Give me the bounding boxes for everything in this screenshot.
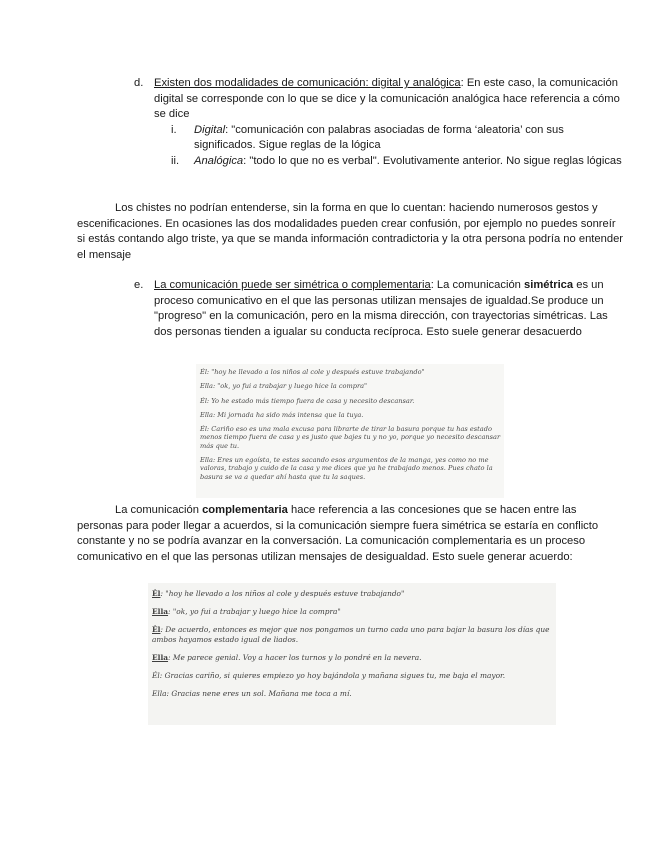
list-marker: d.: [134, 77, 144, 89]
dialogue-line: Ella: Eres un egoísta, te estas sacando esos argumentos de la manga, yes como no me valoras, trabajo y cuido de la casa y me dices que ya he trabajado menos. Pues chato la basura se va a quedar ahí hasta que tu la saques.: [200, 456, 493, 481]
subitem-term: Analógica: [194, 154, 244, 167]
dialogue-image-complementaria: [148, 583, 556, 725]
paragraph-text: Los chistes no podrían entenderse, sin la forma en que lo cuentan: haciendo numerosos gestos y escenificaciones. En ocasiones las dos modalidades pueden crear confusión, por ejemplo no puedes sonreír si estás contando algo triste, ya que se manda información contradictoria y la otra persona podría no entender el mensaje: [77, 202, 624, 261]
subitem-text: : "todo lo que no es verbal". Evolutivamente anterior. No sigue reglas lógicas: [243, 154, 622, 167]
item-e-text-cont: es un proceso comunicativo en el que las personas utilizan mensajes de igualdad.Se produce un "progreso" en la comunicación, pero en la misma dirección, con trayectorias simétricas. Las dos personas tienden a igualar su conducta recíproca. Esto suele generar desacuerdo: [154, 279, 608, 338]
dialogue-text: : "ok, yo fui a trabajar y luego hice la compra": [168, 607, 341, 617]
subitem-digital: [171, 123, 624, 154]
dialogue-image-simetrica: [196, 364, 504, 498]
item-d-heading: Existen dos modalidades de comunicación: digital y analógica: [154, 77, 461, 89]
speaker-label: Ella: [152, 607, 169, 617]
subitem-marker: ii.: [171, 154, 180, 167]
dialogue-line: [152, 671, 556, 680]
subitem-text: : "comunicación con palabras asociadas de forma ‘aleatoria’ con sus significados. Sigue reglas de la lógica: [194, 123, 564, 152]
item-e-heading: La comunicación puede ser simétrica o complementaria: [154, 279, 431, 291]
subitem-analogica: [171, 154, 624, 170]
dialogue-text: : Me parece genial. Voy a hacer los turnos y lo pondré en la nevera.: [168, 652, 422, 662]
list-item-d: [134, 76, 624, 170]
paragraph-text: La comunicación: [115, 504, 203, 516]
dialogue-line: Ella: Mi jornada ha sido más intensa que la tuya.: [200, 410, 364, 419]
speaker-label: Ella: [152, 652, 169, 662]
dialogue-line: Él: Cariño eso es una mala excusa para librarte de tirar la basura porque tu has estado menos tiempo fuera de casa y es justo que bajes tu y no yo, porque yo necesito descansar más que tu.: [200, 425, 501, 450]
list-item-e: [134, 278, 624, 340]
subitem-term: Digital: [194, 123, 226, 136]
item-e-text: : La comunicación: [430, 279, 524, 291]
bold-term-simetrica: simétrica: [524, 279, 574, 291]
dialogue-line: [152, 589, 556, 598]
speaker-label: Él: [152, 589, 161, 598]
dialogue-line: Él: Yo he estado más tiempo fuera de casa y necesito descansar.: [200, 396, 415, 405]
dialogue-text: : De acuerdo, entonces es mejor que nos pongamos un turno cada uno para bajar la basura los días que ambos hayamos estado igual de liados.: [152, 625, 550, 644]
paragraph-chistes: [77, 201, 625, 263]
dialogue-line: Ella: "ok, yo fui a trabajar y luego hice la compra": [200, 382, 368, 391]
subitem-marker: i.: [171, 123, 177, 136]
dialogue-line: [152, 625, 556, 643]
dialogue-line: [152, 689, 556, 698]
paragraph-text-cont: hace referencia a las concesiones que se hacen entre las personas para poder llegar a acuerdos, si la comunicación siempre fuera simétrica se estaría en conflicto constante y no se podría avanzar en la conversación. La comunicación complementaria es un proceso comunicativo en el que las personas utilizan mensajes de desigualdad. Esto suele generar acuerdo:: [77, 504, 599, 563]
list-marker: e.: [134, 279, 144, 291]
dialogue-line: [152, 653, 556, 662]
dialogue-line: Él: "hoy he llevado a los niños al cole y después estuve trabajando": [200, 368, 425, 376]
dialogue-text: : "hoy he llevado a los niños al cole y después estuve trabajando": [160, 589, 405, 598]
dialogue-text: Él: Gracias cariño, si quieres empiezo yo hoy bajándola y mañana sigues tu, me baja el mayor.: [152, 671, 506, 681]
dialogue-text: Ella: Gracias nene eres un sol. Mañana me toca a mí.: [152, 689, 352, 699]
paragraph-complementaria: [77, 503, 625, 565]
bold-term-complementaria: complementaria: [202, 504, 288, 516]
dialogue-line: [152, 607, 556, 616]
item-d-text: : En este caso, la comunicación digital se corresponde con lo que se dice y la comunicación analógica hace referencia a cómo se dice: [154, 77, 620, 121]
speaker-label: Él: [152, 625, 161, 635]
